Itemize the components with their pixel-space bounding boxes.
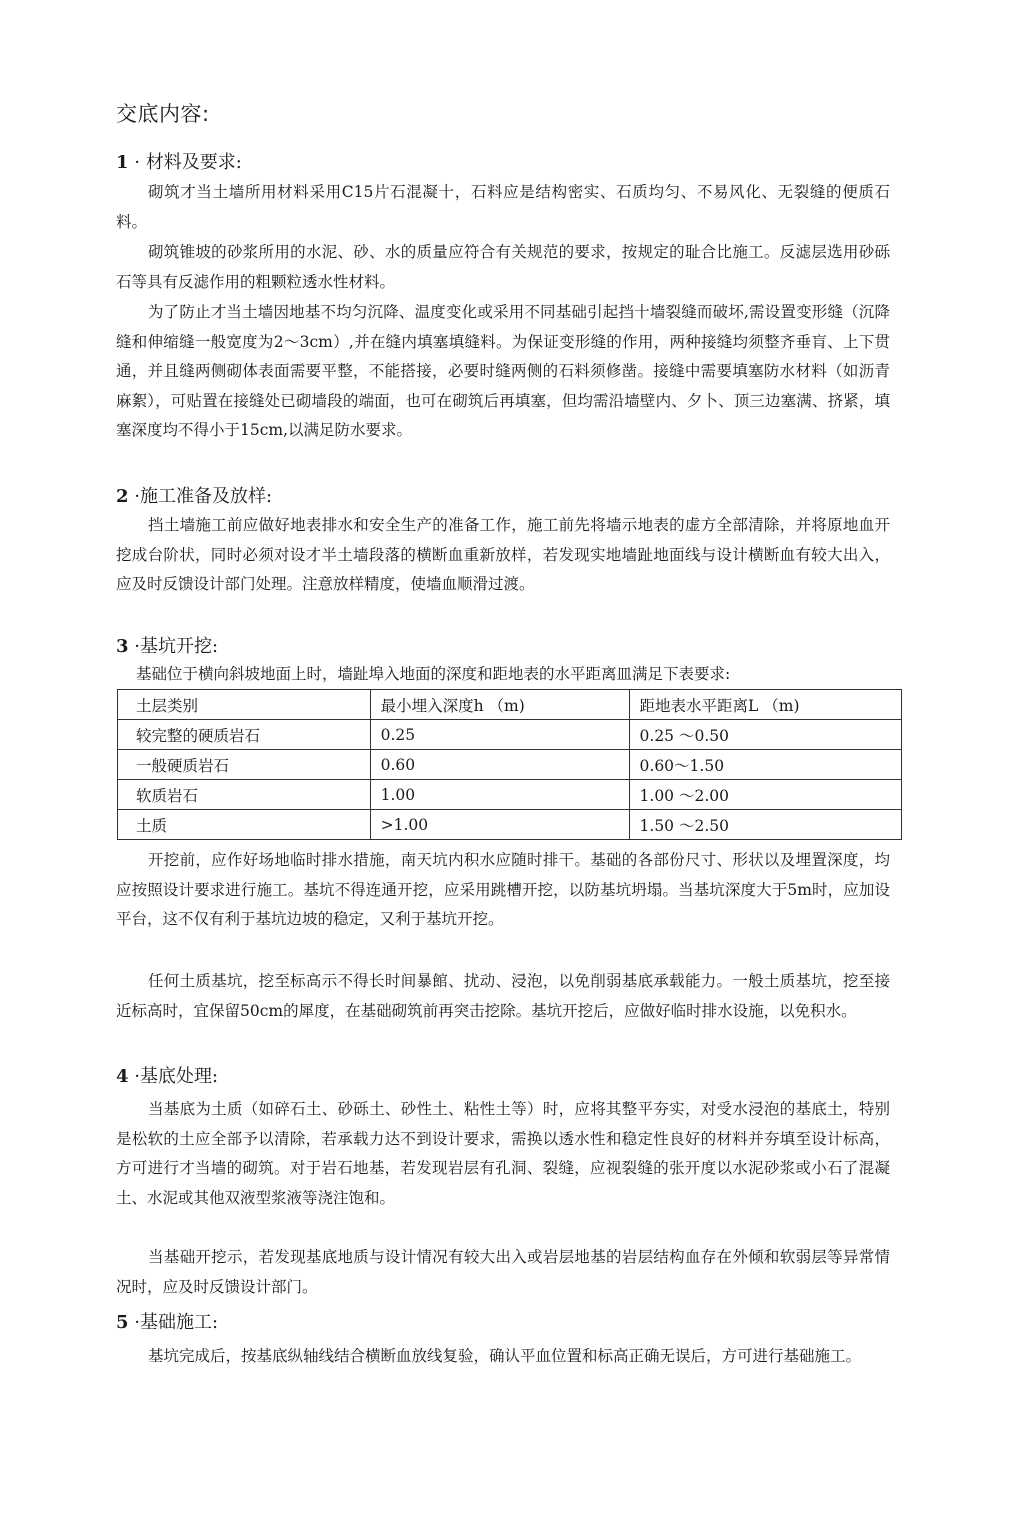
section-title: 基础施工: (139, 1312, 219, 1333)
section-heading-5: 5 ·基础施工: (116, 1312, 219, 1333)
table-cell: 0.60～1.50 (629, 750, 901, 780)
section-number: 4 (116, 1066, 129, 1087)
section-title: 基底处理: (139, 1066, 219, 1087)
section-number: 1 (116, 152, 129, 173)
section-title: 施工准备及放样: (139, 486, 273, 507)
column-header: 最小埋入深度h （m) (370, 690, 629, 720)
table-row (118, 750, 902, 780)
paragraph: 当基础开挖示，若发现基底地质与设计情况有较大出入或岩层地基的岩层结构血存在外倾和软弱层等异常情况时，应及时反馈设计部门。 (116, 1248, 890, 1296)
section-title: 材料及要求: (145, 152, 242, 173)
paragraph: 砌筑才当土墙所用材料采用C15片石混凝十，石料应是结构密实、石质均匀、不易风化、无裂缝的便质石料。 (116, 183, 890, 231)
table-cell: >1.00 (370, 810, 629, 840)
paragraph: 为了防止才当土墙因地基不均匀沉降、温度变化或采用不同基础引起挡十墙裂缝而破坏,需设置变形缝（沉降缝和伸缩缝一般宽度为2～3cm）,并在缝内填塞填缝料。为保证变形缝的作用，两种接缝均须整齐垂肓、上下贯通，并且缝两侧砌体表面需要平整，不能搭接，必要时缝两侧的石料须修凿。接缝中需要填塞防水材料（如沥青麻絮），可贴置在接缝处已砌墙段的端面，也可在砌筑后再填塞，但均需沿墙壁内、夕卜、顶三边塞满、挤紧，填塞深度均不得小于15cm,以满足防水要求。 (116, 303, 890, 439)
table-row (118, 780, 902, 810)
table-cell: 软质岩石 (118, 780, 371, 810)
column-header: 土层类别 (118, 690, 371, 720)
table-intro: 基础位于横向斜坡地面上时，墙趾埠入地面的深度和距地表的水平距离皿满足下表要求: (136, 665, 731, 683)
page-title: 交底内容: (116, 102, 210, 126)
paragraph: 挡土墙施工前应做好地表排水和安全生产的准备工作，施工前先将墙示地表的虚方全部清除，并将原地血开挖成台阶状，同时必须对设才半土墙段落的横断血重新放样，若发现实地墙趾地面线与设计横断血有较大出入，应及时反馈设计部门处理。注意放样精度，使墙血顺滑过渡。 (116, 516, 890, 593)
paragraph: 当基底为土质（如碎石土、砂砾土、砂性土、粘性土等）时，应将其整平夯实，对受水浸泡的基底土，特别是松软的土应全部予以清除，若承载力达不到设计要求，需换以透水性和稳定性良好的材料并夯填至设计标高，方可进行才当墙的砌筑。对于岩石地基，若发现岩层有孔洞、裂缝，应视裂缝的张开度以水泥砂浆或小石了混凝土、水泥或其他双液型浆液等浇注饱和。 (116, 1100, 890, 1207)
table-cell: 1.00 (370, 780, 629, 810)
table-cell: 土质 (118, 810, 371, 840)
section-heading-2: 2 ·施工准备及放样: (116, 486, 273, 507)
table-row (118, 720, 902, 750)
table-cell: 0.25 (370, 720, 629, 750)
table-header-row (118, 690, 902, 720)
table-cell: 0.25 ～0.50 (629, 720, 901, 750)
burial-depth-table (117, 689, 902, 840)
section-number: 2 (116, 486, 129, 507)
section-heading-4: 4 ·基底处理: (116, 1066, 219, 1087)
table-cell: 0.60 (370, 750, 629, 780)
section-title: 基坑开挖: (139, 636, 219, 657)
paragraph: 砌筑锥坡的砂浆所用的水泥、砂、水的质量应符合有关规范的要求，按规定的耻合比施工。反滤层选用砂砾石等具有反滤作用的粗颗粒透水性材料。 (116, 243, 890, 291)
paragraph: 开挖前，应作好场地临时排水措施，南天坑内积水应随时排干。基础的各部份尺寸、形状以及埋置深度，均应按照设计要求进行施工。基坑不得连通开挖，应采用跳槽开挖，以防基坑坍塌。当基坑深度大于5m时，应加设平台，这不仅有利于基坑边坡的稳定，又利于基坑开挖。 (116, 851, 890, 928)
section-number: 3 (116, 636, 129, 657)
paragraph: 基坑完成后，按基底纵轴线结合横断血放线复验，确认平血位置和标高正确无误后，方可进行基础施工。 (148, 1347, 862, 1365)
table-cell: 一般硬质岩石 (118, 750, 371, 780)
table-cell: 1.00 ～2.00 (629, 780, 901, 810)
column-header: 距地表水平距离L （m) (629, 690, 901, 720)
table-cell: 1.50 ～2.50 (629, 810, 901, 840)
table-row (118, 810, 902, 840)
table-cell: 较完整的硬质岩石 (118, 720, 371, 750)
section-heading-1: 1 · 材料及要求: (116, 152, 242, 173)
section-number: 5 (116, 1312, 129, 1333)
paragraph: 任何土质基坑，挖至标高示不得长时间暴館、扰动、浸泡，以免削弱基底承载能力。一般土质基坑，挖至接近标高时，宜保留50cm的犀度，在基础砌筑前再突击挖除。基坑开挖后，应做好临时排水设施，以免积水。 (116, 972, 890, 1020)
section-heading-3: 3 ·基坑开挖: (116, 636, 219, 657)
